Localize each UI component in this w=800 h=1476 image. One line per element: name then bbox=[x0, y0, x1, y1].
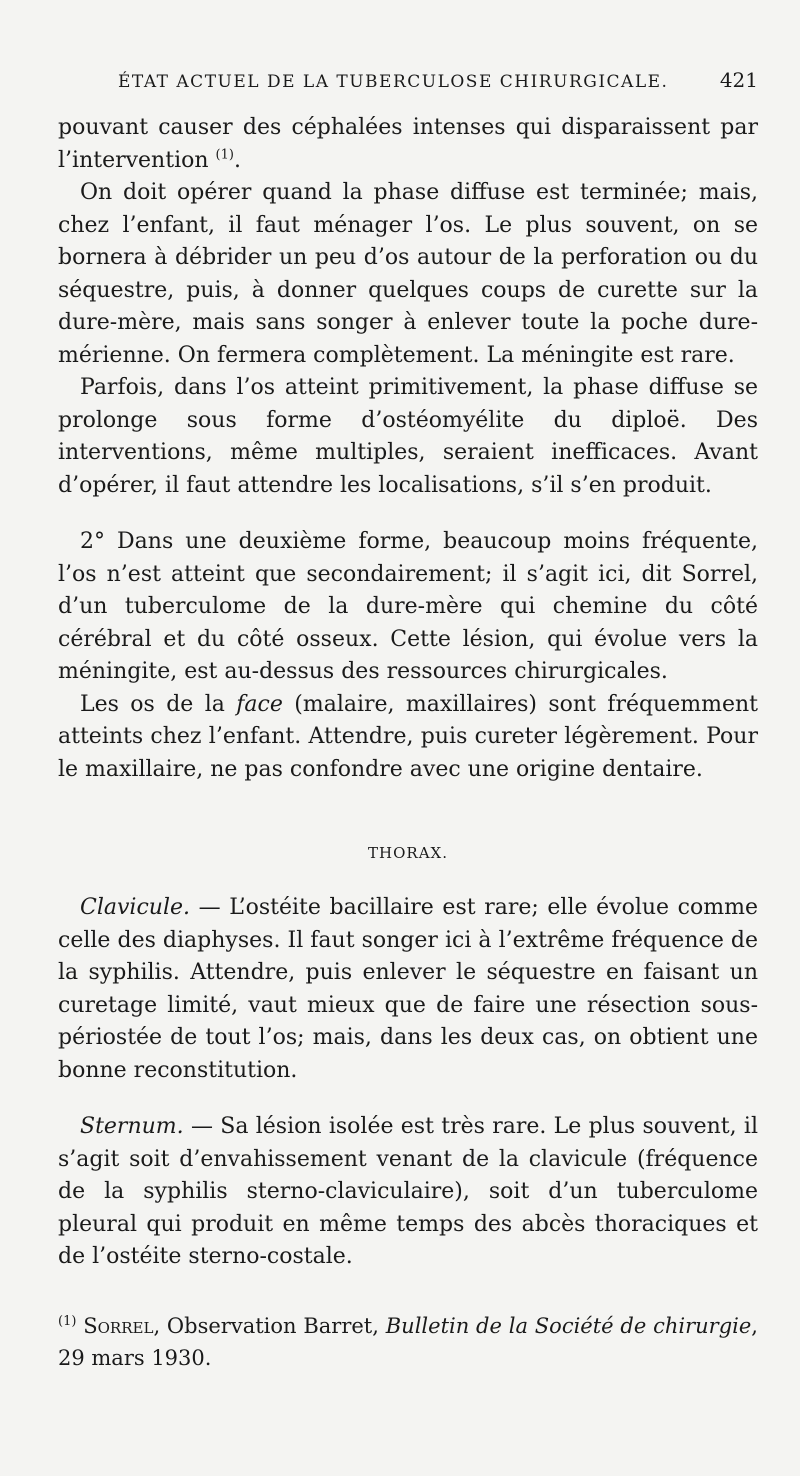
sternum-heading: Sternum. bbox=[80, 1114, 184, 1139]
footnote-mark: (1) bbox=[58, 1313, 77, 1329]
footnote-journal: Bulletin de la Société de chirurgie bbox=[385, 1313, 752, 1338]
footnote-date: , 29 mars 1930. bbox=[58, 1313, 758, 1370]
running-head bbox=[118, 68, 758, 92]
page-number: 421 bbox=[719, 68, 758, 92]
paragraph-gap bbox=[58, 502, 758, 526]
paragraph-continuation-text: pouvant causer des céphalées intenses qui disparaissent par l’intervention bbox=[58, 115, 758, 173]
paragraph-clavicule bbox=[58, 892, 758, 1087]
paragraph-sternum bbox=[58, 1111, 758, 1274]
paragraph-operation: On doit opérer quand la phase diffuse est terminée; mais, chez l’enfant, il faut ménager l’os. Le plus souvent, on se bornera à débrider un peu d’os autour de la perforation ou du séquestre, puis, à donner quelques coups de curette sur la dure-mère, mais sans songer à enlever toute la poche dure-mérienne. On fermera complètement. La méningite est rare. bbox=[58, 180, 758, 368]
footnote-source: , Observation Barret, bbox=[153, 1313, 379, 1338]
running-title: ÉTAT ACTUEL DE LA TUBERCULOSE CHIRURGICALE. bbox=[118, 72, 669, 92]
paragraph-face-start: Les os de la bbox=[80, 691, 225, 717]
paragraph-gap bbox=[58, 1087, 758, 1111]
paragraph-continuation bbox=[58, 112, 758, 177]
paragraph-diploe: Parfois, dans l’os atteint primitivement, la phase diffuse se prolonge sous forme d’ostéomyélite du diploë. Des interventions, même multiples, seraient inefficaces. Avant d’opérer, il faut attendre les localisations, s’il s’en produit. bbox=[58, 375, 758, 498]
section-title: THORAX. bbox=[368, 844, 448, 862]
paragraph-face-end: (malaire, maxillaires) sont fréquemment atteints chez l’enfant. Attendre, puis cureter légèrement. Pour le maxillaire, ne pas confondre avec une origine dentaire. bbox=[58, 691, 758, 782]
body-text bbox=[58, 112, 758, 1274]
footnote-author: Sorrel bbox=[83, 1313, 154, 1338]
footnote-reference: (1) bbox=[215, 147, 234, 163]
clavicule-text: — L’ostéite bacillaire est rare; elle évolue comme celle des diaphyses. Il faut songer ici à l’extrême fréquence de la syphilis. Attendre, puis enlever le séquestre en faisant un curetage limité, vaut mieux que de faire une résection sous-périostée de tout l’os; mais, dans les deux cas, on obtient une bonne reconstitution. bbox=[58, 895, 758, 1083]
paragraph-second-form: 2° Dans une deuxième forme, beaucoup moins fréquente, l’os n’est atteint que secondairement; il s’agit ici, dit Sorrel, d’un tuberculome de la dure-mère qui chemine du côté cérébral et du côté osseux. Cette lésion, qui évolue vers la méningite, est au-dessus des ressources chirurgicales. bbox=[58, 529, 758, 684]
paragraph-face bbox=[58, 689, 758, 787]
clavicule-heading: Clavicule. bbox=[80, 895, 190, 920]
footnote bbox=[58, 1310, 758, 1374]
paragraph-face-italic: face bbox=[236, 691, 283, 717]
paragraph-continuation-end: . bbox=[233, 147, 241, 173]
sternum-text: — Sa lésion isolée est très rare. Le plus souvent, il s’agit soit d’envahissement venant de la clavicule (fréquence de la syphilis sterno-claviculaire), soit d’un tuberculome pleural qui produit en même temps des abcès thoraciques et de l’ostéite sterno-costale. bbox=[58, 1114, 758, 1269]
